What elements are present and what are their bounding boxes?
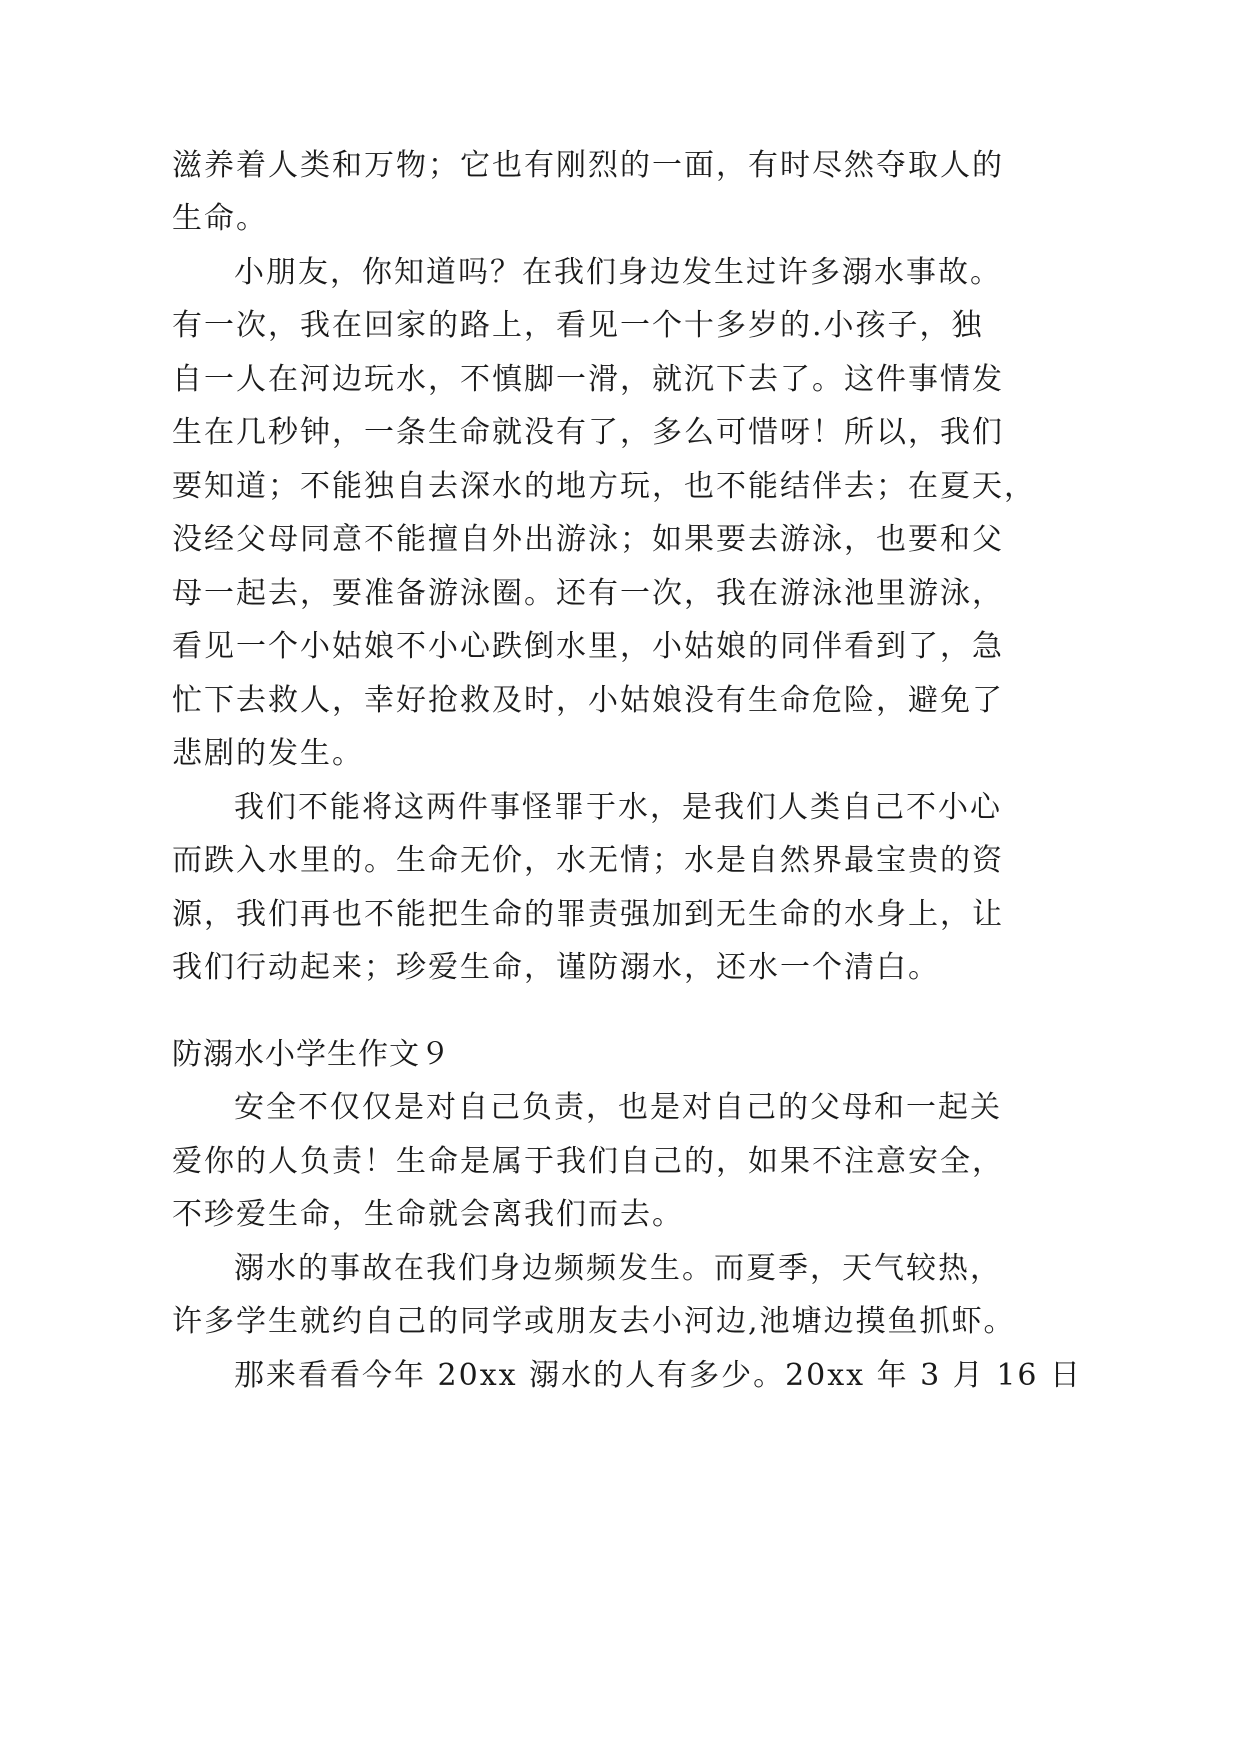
text-line: 源，我们再也不能把生命的罪责强加到无生命的水身上，让	[172, 897, 1004, 932]
text-line: 而跌入水里的。生命无价，水无情；水是自然界最宝贵的资	[172, 843, 1004, 878]
text-line: 要知道；不能独自去深水的地方玩，也不能结伴去；在夏天，	[172, 469, 1036, 504]
text-line: 小朋友，你知道吗？在我们身边发生过许多溺水事故。	[234, 255, 1002, 290]
text-line: 生命。	[172, 201, 268, 236]
text-line: 没经父母同意不能擅自外出游泳；如果要去游泳，也要和父	[172, 522, 1004, 557]
text-line: 悲剧的发生。	[172, 736, 364, 771]
text-line: 有一次，我在回家的路上，看见一个十多岁的.小孩子，独	[172, 308, 984, 343]
section-heading: 防溺水小学生作文９	[172, 1037, 451, 1072]
text-line: 滋养着人类和万物；它也有刚烈的一面，有时尽然夺取人的	[172, 148, 1004, 183]
text-line: 生在几秒钟，一条生命就没有了，多么可惜呀！所以，我们	[172, 415, 1004, 450]
text-line: 忙下去救人，幸好抢救及时，小姑娘没有生命危险，避免了	[172, 683, 1004, 718]
text-line: 母一起去，要准备游泳圈。还有一次，我在游泳池里游泳，	[172, 576, 1004, 611]
text-line: 我们不能将这两件事怪罪于水，是我们人类自己不小心	[234, 790, 1002, 825]
text-line: 溺水的事故在我们身边频频发生。而夏季，天气较热，	[234, 1251, 1002, 1286]
text-line: 爱你的人负责！生命是属于我们自己的，如果不注意安全，	[172, 1144, 1004, 1179]
text-line: 自一人在河边玩水，不慎脚一滑，就沉下去了。这件事情发	[172, 362, 1004, 397]
text-line: 看见一个小姑娘不小心跌倒水里，小姑娘的同伴看到了，急	[172, 629, 1004, 664]
text-line: 我们行动起来；珍爱生命，谨防溺水，还水一个清白。	[172, 950, 940, 985]
text-line: 那来看看今年 20xx 溺水的人有多少。20xx 年 3 月 16 日	[234, 1358, 1083, 1393]
text-line: 安全不仅仅是对自己负责，也是对自己的父母和一起关	[234, 1090, 1002, 1125]
text-line: 不珍爱生命，生命就会离我们而去。	[172, 1197, 684, 1232]
text-line: 许多学生就约自己的同学或朋友去小河边,池塘边摸鱼抓虾。	[172, 1304, 1016, 1339]
